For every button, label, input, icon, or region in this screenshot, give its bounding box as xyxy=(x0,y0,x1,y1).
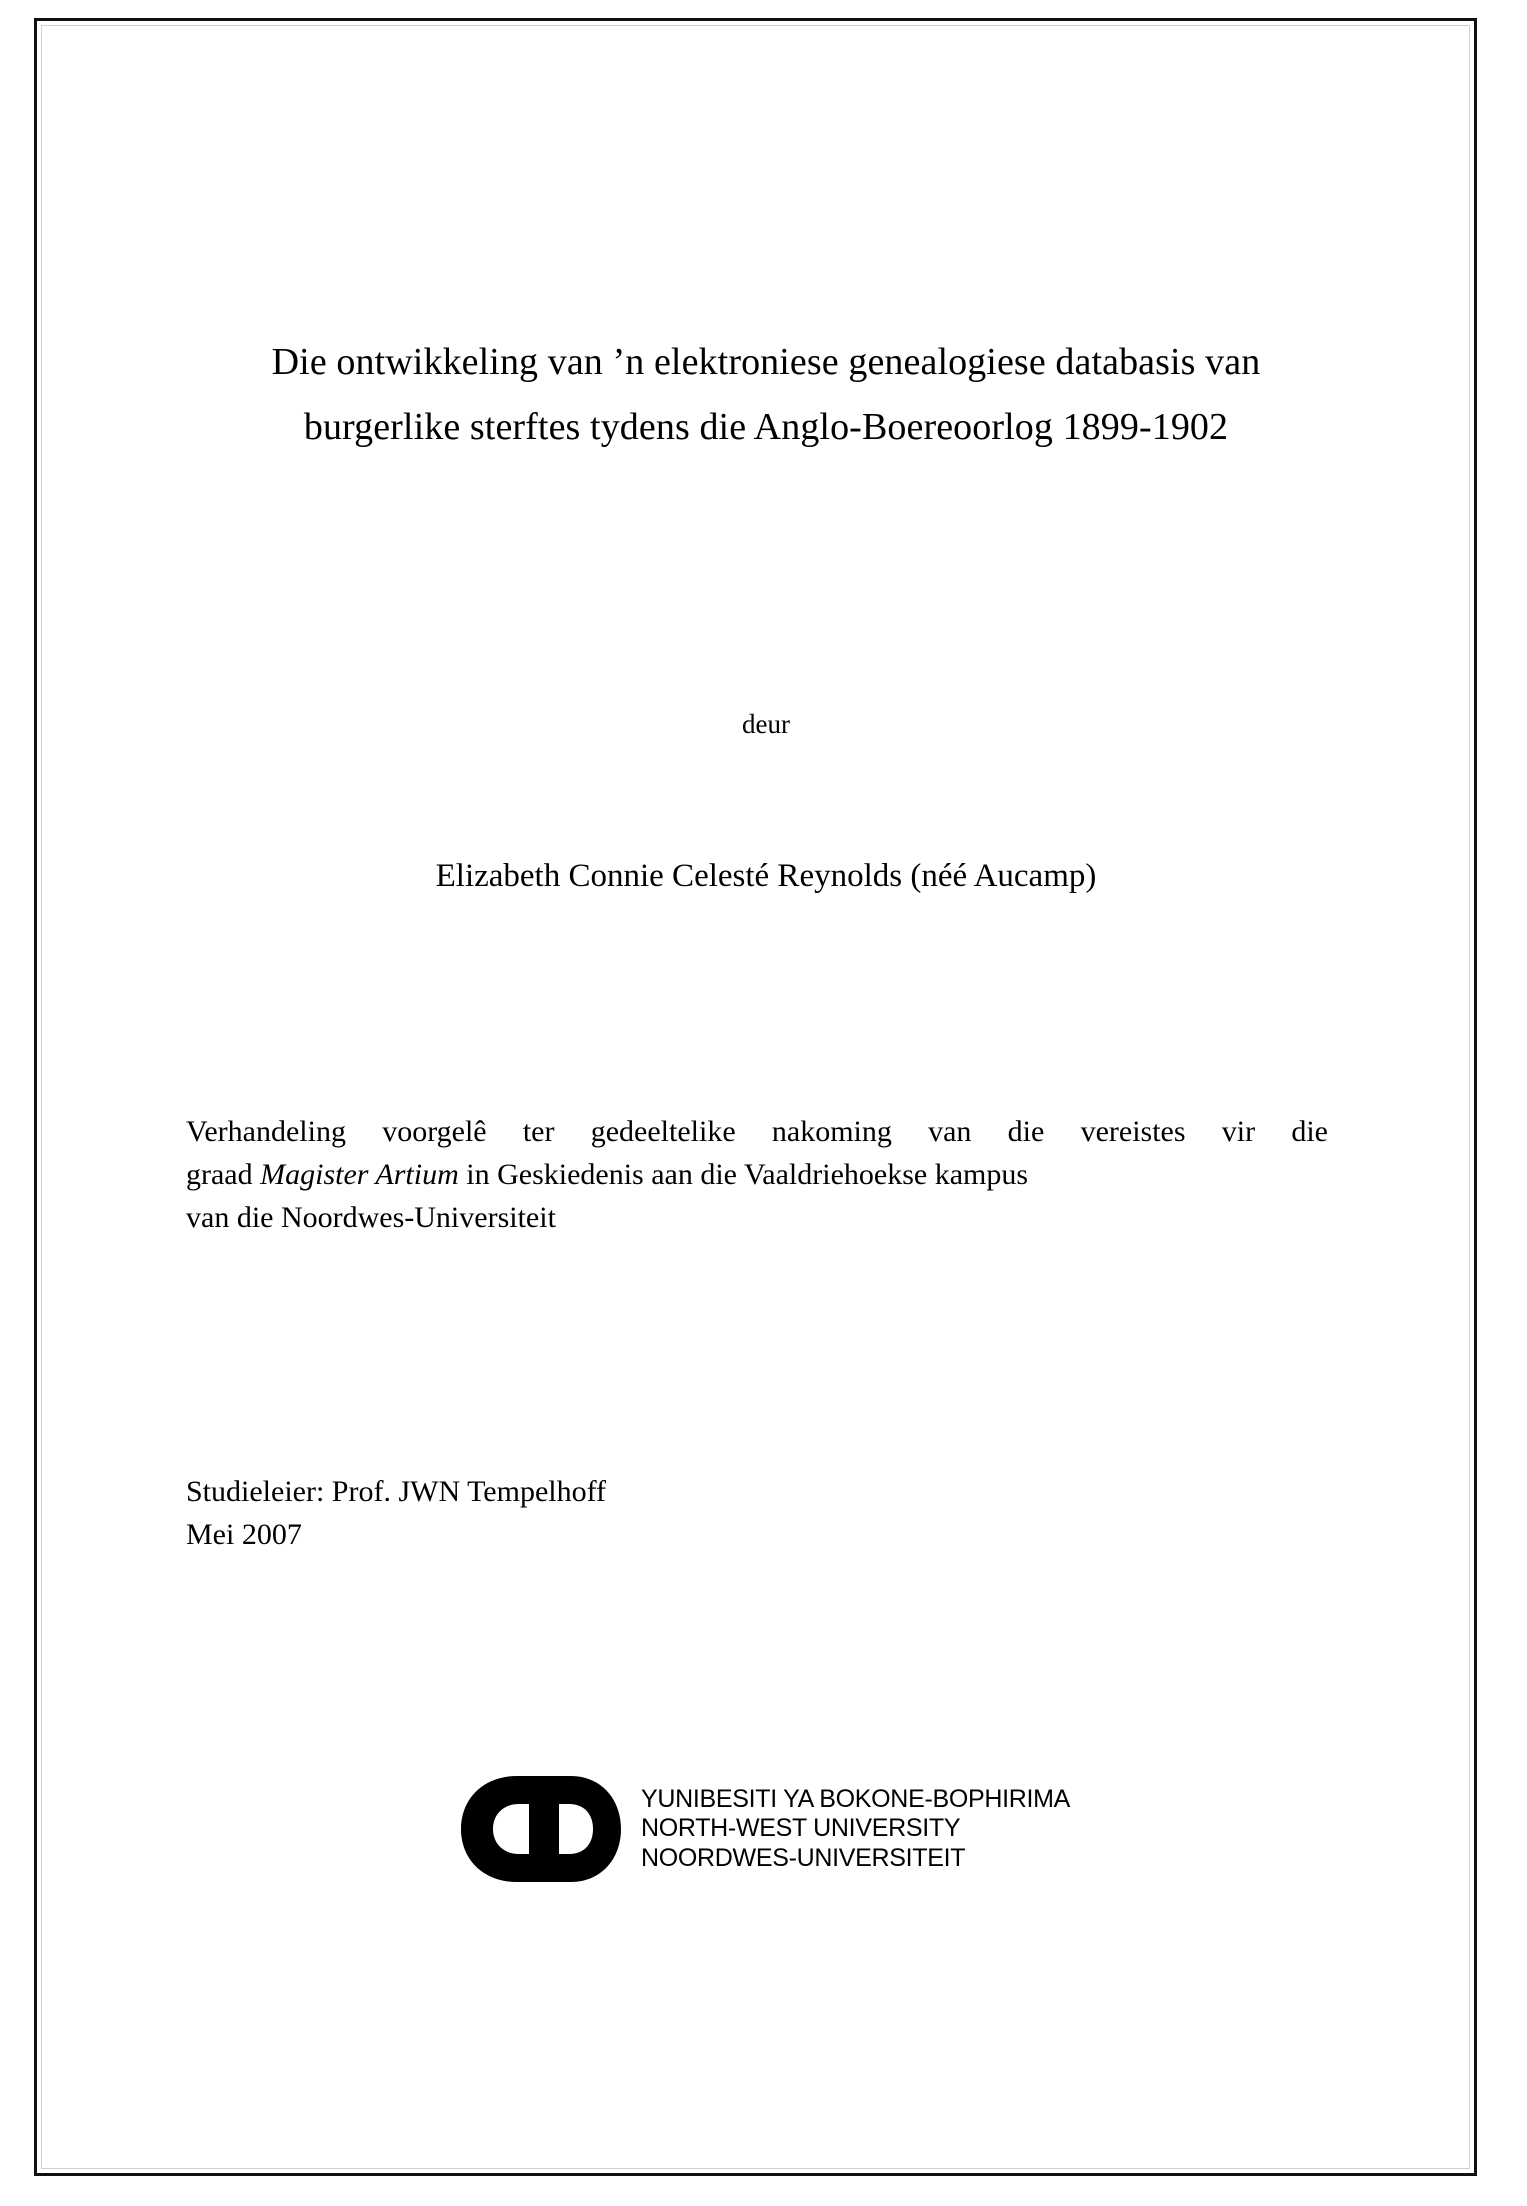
title-line-1: Die ontwikkeling van ’n elektroniese genealogiese databasis van xyxy=(271,341,1261,383)
nwu-logo-icon xyxy=(455,1770,633,1888)
title-page-content xyxy=(186,330,1346,1556)
page-title xyxy=(186,330,1346,461)
degree-statement-line-2-suffix: in Geskiedenis aan die Vaaldriehoekse kampus xyxy=(458,1157,1029,1191)
by-label: deur xyxy=(742,708,790,739)
degree-statement-line-2 xyxy=(186,1153,1328,1196)
degree-statement-line-2-prefix: graad xyxy=(186,1157,261,1191)
university-logo xyxy=(455,1770,1070,1888)
logo-line-2: NORTH-WEST UNIVERSITY xyxy=(641,1814,961,1843)
author-name: Elizabeth Connie Celesté Reynolds (néé Aucamp) xyxy=(435,857,1097,894)
degree-statement-line-1: Verhandeling voorgelê ter gedeeltelike nakoming van die vereistes vir die xyxy=(186,1114,1328,1148)
degree-statement-line-3: van die Noordwes-Universiteit xyxy=(186,1201,556,1235)
supervisor-block xyxy=(186,1471,1346,1556)
submission-date: Mei 2007 xyxy=(186,1517,302,1551)
title-line-2: burgerlike sterftes tydens die Anglo-Boereoorlog 1899-1902 xyxy=(303,406,1229,449)
logo-line-1: YUNIBESITI YA BOKONE-BOPHIRIMA xyxy=(641,1785,1071,1814)
university-logo-text xyxy=(641,1785,1070,1873)
degree-statement xyxy=(186,1110,1328,1240)
logo-line-3: NOORDWES-UNIVERSITEIT xyxy=(641,1843,966,1872)
degree-name-italic: Magister Artium xyxy=(260,1157,459,1191)
supervisor-name: Studieleier: Prof. JWN Tempelhoff xyxy=(186,1475,607,1509)
